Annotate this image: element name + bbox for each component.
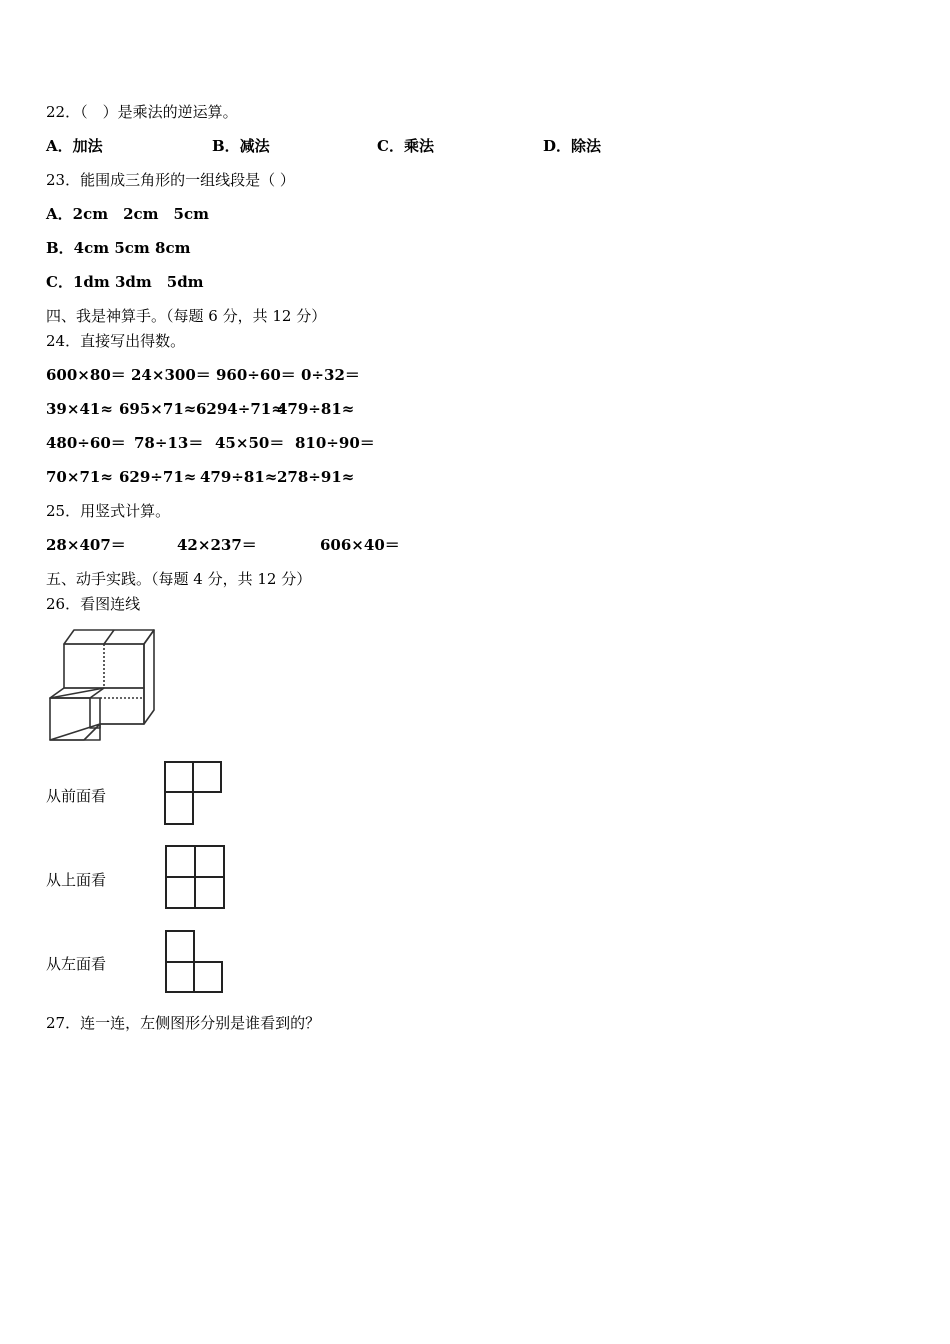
view-label-front: 从前面看 bbox=[46, 787, 107, 805]
q26-stem: 26．看图连线 bbox=[46, 595, 141, 613]
q24-row-3 bbox=[46, 433, 375, 453]
left-view-figure bbox=[164, 928, 226, 996]
q23-option-c: C．1dm 3dm 5dm bbox=[46, 273, 204, 291]
q23-option-a: A．2cm 2cm 5cm bbox=[46, 205, 209, 223]
cube-stack-figure bbox=[44, 626, 158, 744]
front-view-figure bbox=[164, 760, 224, 826]
q25-item-1: 28×407＝ bbox=[46, 536, 126, 554]
q25-item-3: 606×40＝ bbox=[320, 536, 400, 554]
q27-stem: 27．连一连，左侧图形分别是谁看到的？ bbox=[46, 1014, 321, 1032]
q24-item: 600×80＝ bbox=[46, 366, 126, 384]
q24-row-2 bbox=[46, 399, 354, 419]
top-view-figure bbox=[164, 843, 228, 911]
section-5-title: 五、动手实践。（每题 4 分，共 12 分） bbox=[46, 570, 312, 588]
q24-item: 78÷13＝ bbox=[134, 434, 204, 452]
q22-option-a: A．加法 bbox=[46, 137, 103, 155]
q25-stem: 25．用竖式计算。 bbox=[46, 502, 171, 520]
q24-item: 479÷81≈ bbox=[277, 400, 355, 418]
section-4-title: 四、我是神算手。（每题 6 分，共 12 分） bbox=[46, 307, 327, 325]
q24-item: 960÷60＝ bbox=[216, 366, 296, 384]
q24-item: 24×300＝ bbox=[131, 366, 211, 384]
q22-option-d: D．除法 bbox=[543, 137, 602, 155]
q24-item: 810÷90＝ bbox=[295, 434, 375, 452]
q24-stem: 24．直接写出得数。 bbox=[46, 332, 186, 350]
q25-item-2: 42×237＝ bbox=[177, 536, 257, 554]
q23-option-b: B．4cm 5cm 8cm bbox=[46, 239, 191, 257]
q24-item: 0÷32＝ bbox=[301, 366, 360, 384]
q24-item: 479÷81≈ bbox=[200, 468, 278, 486]
q24-item: 45×50＝ bbox=[215, 434, 285, 452]
q22-stem: 22．（ ）是乘法的逆运算。 bbox=[46, 103, 238, 121]
view-label-top: 从上面看 bbox=[46, 871, 107, 889]
q24-item: 39×41≈ bbox=[46, 400, 113, 418]
q24-row-1 bbox=[46, 365, 360, 385]
q24-item: 480÷60＝ bbox=[46, 434, 126, 452]
q22-option-b: B．减法 bbox=[212, 137, 270, 155]
q22-option-c: C．乘法 bbox=[377, 137, 434, 155]
q24-item: 278÷91≈ bbox=[277, 468, 355, 486]
q24-item: 6294÷71≈ bbox=[196, 400, 284, 418]
q23-stem: 23．能围成三角形的一组线段是（ ） bbox=[46, 171, 295, 189]
view-label-left: 从左面看 bbox=[46, 955, 107, 973]
q24-row-4 bbox=[46, 467, 354, 487]
q24-item: 629÷71≈ bbox=[119, 468, 197, 486]
q24-item: 70×71≈ bbox=[46, 468, 113, 486]
q24-item: 695×71≈ bbox=[119, 400, 197, 418]
